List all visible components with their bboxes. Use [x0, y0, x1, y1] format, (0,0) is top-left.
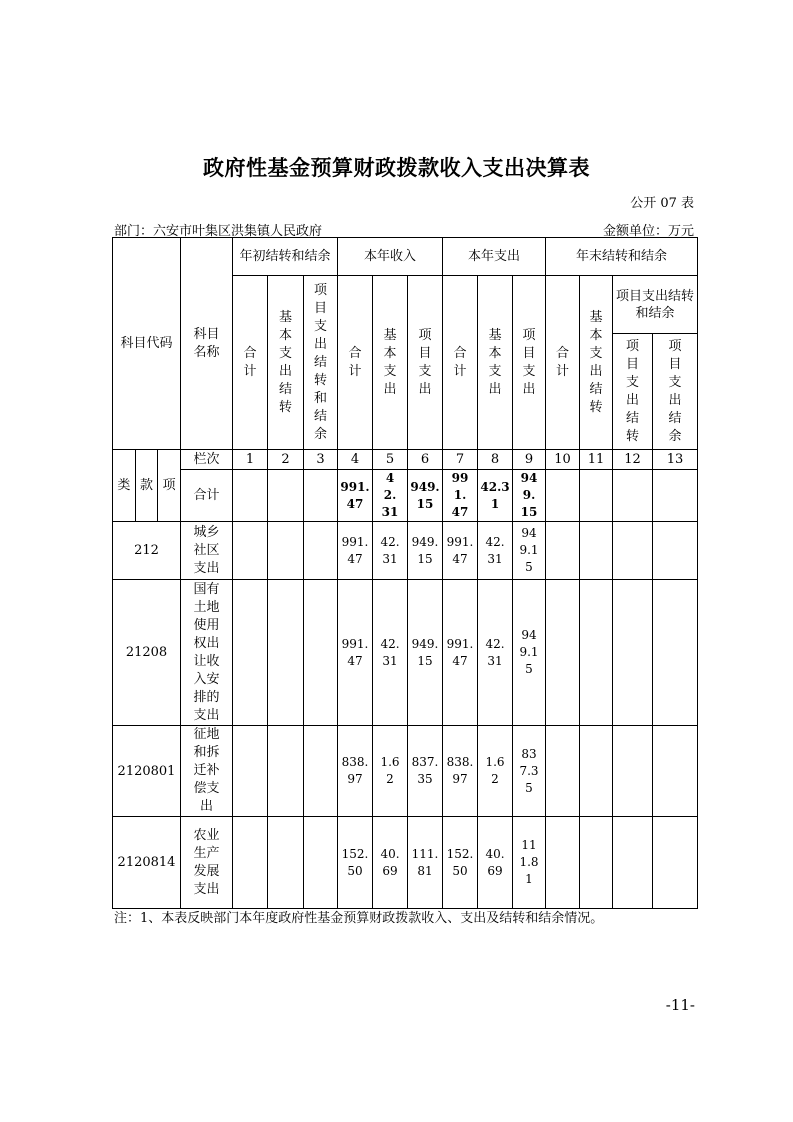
header-end-project-surplus: 项目支出结余 — [653, 334, 698, 450]
col-num: 7 — [443, 450, 478, 470]
row-income-project: 111.81 — [408, 817, 443, 909]
row-name: 农业生产发展支出 — [181, 817, 233, 909]
row-index-label: 栏次 — [181, 450, 233, 470]
col-num: 8 — [478, 450, 513, 470]
header-expense-group: 本年支出 — [443, 238, 546, 276]
col-num: 5 — [373, 450, 408, 470]
row-expense-project: 949.15 — [513, 580, 546, 726]
header-income-basic: 基本支出 — [373, 276, 408, 450]
row-income-basic: 1.62 — [373, 726, 408, 817]
row-expense-project: 949.15 — [513, 522, 546, 580]
row-income-total: 991.47 — [338, 580, 373, 726]
total-income-project: 949.15 — [408, 470, 443, 522]
header-project-end-group: 项目支出结转和结余 — [613, 276, 698, 334]
page-number: -11- — [665, 996, 695, 1014]
col-num: 3 — [304, 450, 338, 470]
row-code: 2120801 — [113, 726, 181, 817]
cell-empty — [233, 470, 268, 522]
col-num: 13 — [653, 450, 698, 470]
table-row — [113, 726, 698, 817]
cell-empty — [580, 470, 613, 522]
row-expense-total: 991.47 — [443, 580, 478, 726]
row-expense-basic: 1.62 — [478, 726, 513, 817]
header-end-group: 年末结转和结余 — [546, 238, 698, 276]
header-expense-project: 项目支出 — [513, 276, 546, 450]
budget-table — [112, 237, 698, 909]
row-income-basic: 42.31 — [373, 580, 408, 726]
row-income-project: 949.15 — [408, 522, 443, 580]
table-row — [113, 580, 698, 726]
col-num: 12 — [613, 450, 653, 470]
header-end-project-carry: 项目支出结转 — [613, 334, 653, 450]
total-expense-basic: 42.31 — [478, 470, 513, 522]
header-end-total: 合计 — [546, 276, 580, 450]
col-num: 6 — [408, 450, 443, 470]
col-num: 4 — [338, 450, 373, 470]
row-code: 21208 — [113, 580, 181, 726]
col-num: 11 — [580, 450, 613, 470]
row-name: 国有土地使用权出让收入安排的支出 — [181, 580, 233, 726]
row-name: 城乡社区支出 — [181, 522, 233, 580]
row-income-total: 991.47 — [338, 522, 373, 580]
total-label: 合计 — [181, 470, 233, 522]
header-name: 科目名称 — [181, 238, 233, 450]
form-number: 公开 07 表 — [630, 196, 694, 211]
row-code: 2120814 — [113, 817, 181, 909]
row-expense-total: 838.97 — [443, 726, 478, 817]
table-row — [113, 522, 698, 580]
row-income-total: 838.97 — [338, 726, 373, 817]
row-expense-total: 152.50 — [443, 817, 478, 909]
header-begin-group: 年初结转和结余 — [233, 238, 338, 276]
row-code: 212 — [113, 522, 181, 580]
table-row — [113, 817, 698, 909]
total-expense-total: 991.47 — [443, 470, 478, 522]
lei-kuan-xiang-cell — [113, 450, 181, 522]
header-expense-total: 合计 — [443, 276, 478, 450]
row-expense-basic: 42.31 — [478, 580, 513, 726]
row-expense-basic: 42.31 — [478, 522, 513, 580]
row-income-basic: 42.31 — [373, 522, 408, 580]
cell-empty — [613, 470, 653, 522]
department-label: 部门：六安市叶集区洪集镇人民政府 — [114, 224, 323, 239]
cell-empty — [304, 470, 338, 522]
total-expense-project: 949.15 — [513, 470, 546, 522]
row-expense-project: 111.81 — [513, 817, 546, 909]
unit-label: 金额单位：万元 — [602, 224, 694, 239]
row-expense-project: 837.35 — [513, 726, 546, 817]
row-income-basic: 40.69 — [373, 817, 408, 909]
header-end-basic: 基本支出结转 — [580, 276, 613, 450]
header-kuan: 款 — [135, 450, 157, 521]
row-expense-total: 991.47 — [443, 522, 478, 580]
row-income-total: 152.50 — [338, 817, 373, 909]
total-row — [113, 470, 698, 522]
header-income-total: 合计 — [338, 276, 373, 450]
row-income-project: 949.15 — [408, 580, 443, 726]
total-income-basic: 42.31 — [373, 470, 408, 522]
total-income-total: 991.47 — [338, 470, 373, 522]
table-note: 注：1、本表反映部门本年度政府性基金预算财政拨款收入、支出及结转和结余情况。 — [114, 911, 604, 926]
col-num: 10 — [546, 450, 580, 470]
header-begin-project: 项目支出结转和结余 — [304, 276, 338, 450]
cell-empty — [268, 470, 304, 522]
header-income-group: 本年收入 — [338, 238, 443, 276]
header-code: 科目代码 — [113, 238, 181, 450]
row-income-project: 837.35 — [408, 726, 443, 817]
header-lei: 类 — [113, 450, 135, 521]
col-num: 2 — [268, 450, 304, 470]
header-expense-basic: 基本支出 — [478, 276, 513, 450]
col-num: 1 — [233, 450, 268, 470]
header-xiang: 项 — [162, 478, 176, 493]
page-title: 政府性基金预算财政拨款收入支出决算表 — [203, 156, 590, 180]
row-expense-basic: 40.69 — [478, 817, 513, 909]
header-begin-basic: 基本支出结转 — [268, 276, 304, 450]
col-num: 9 — [513, 450, 546, 470]
cell-empty — [653, 470, 698, 522]
row-name: 征地和拆迁补偿支出 — [181, 726, 233, 817]
header-income-project: 项目支出 — [408, 276, 443, 450]
cell-empty — [546, 470, 580, 522]
header-begin-total: 合计 — [233, 276, 268, 450]
